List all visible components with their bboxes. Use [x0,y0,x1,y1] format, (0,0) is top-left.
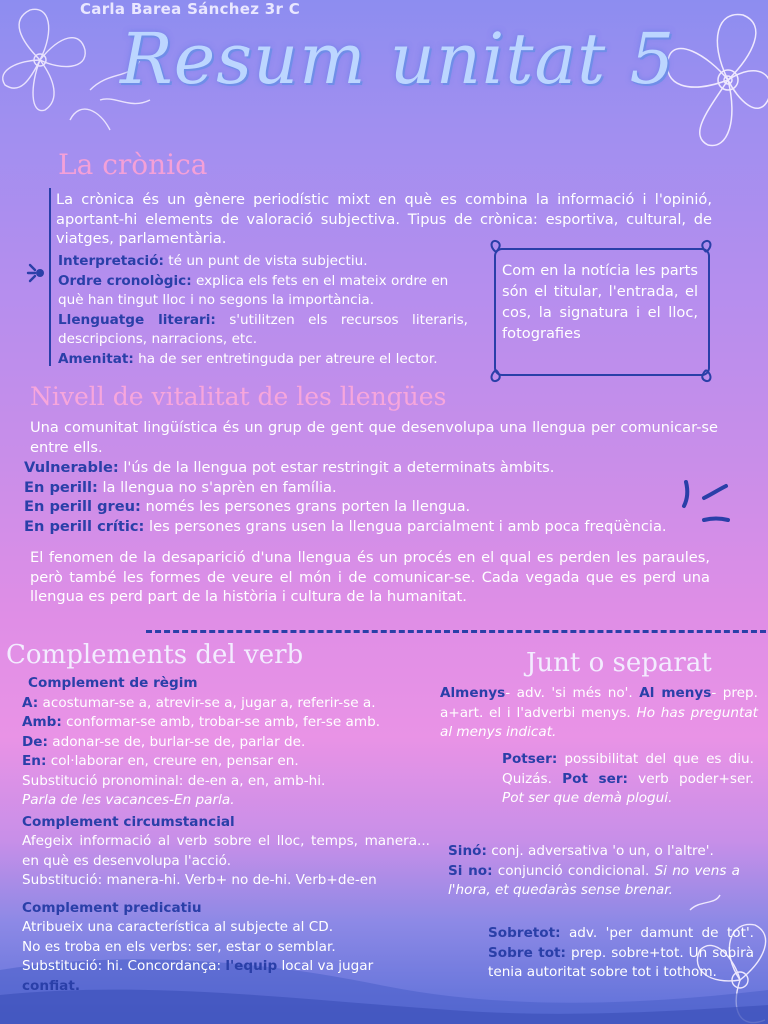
list-item [22,713,430,733]
definition: adv. 'per damunt de tot'. [560,925,754,941]
page-title: Resum unitat 5 [120,18,676,100]
section-title-vitalitat: Nivell de vitalitat de les llengües [30,382,447,411]
term: En perill greu: [24,498,141,515]
definition: col·laborar en, creure en, pensar en. [46,753,299,769]
list-item [58,311,468,350]
pred-text-2: No es troba en els verbs: ser, estar o semblar. [22,938,336,955]
definition: s'utilitzen els recursos literaris, descripcions, narracions, etc. [58,311,468,347]
definition: acostumar-se a, atrevir-se a, jugar a, referir-se a. [38,694,376,711]
term: Llenguatge literari: [58,311,216,328]
dashed-divider [146,630,766,633]
list-item [58,252,468,272]
pred-bold-equip: l'equip [225,958,278,974]
section-title-junt: Junt o separat [526,648,712,678]
term: Amb: [22,714,62,730]
junt-potser [502,750,754,809]
circ-text: Afegeix informació al verb sobre el lloc, temps, manera... en què es desenvolupa l'acció. [22,833,430,869]
term: Al menys [639,685,712,701]
definition: l'ús de la llengua pot estar restringit a determinats àmbits. [118,459,555,476]
subheading-predicatiu: Complement predicatiu [22,899,202,916]
term: En perill: [24,478,98,496]
list-item [24,497,704,517]
example: Ho has preguntat al menys indicat. [440,704,758,740]
list-item [24,517,704,537]
definition: adonar-se de, burlar-se de, parlar de. [47,733,306,750]
term: Almenys [440,685,506,701]
term: Interpretació: [58,253,164,269]
list-item [58,272,468,311]
term: Potser: [502,751,558,767]
term: Pot ser: [562,770,628,787]
term: En: [22,753,47,769]
pred-text-3 [22,957,430,977]
definition: verb poder+ser. [627,770,754,787]
sparkle-icon [26,262,52,284]
pred-text-3c: local va jugar [277,958,374,974]
cronica-list [58,252,468,369]
vitalitat-outro: El fenomen de la desaparició d'una llengua és un procés en el qual es perden les paraules, però també les formes de veure el món i de comunicar-se. Cada vegada que es perd una llengua es perd part de la història i cultura de la humanitat. [30,549,710,605]
list-item [22,694,430,714]
pred-text-3a: Substitució: hi. Concordança: [22,958,226,974]
info-box-text: Com en la notícia les parts són el titular, l'entrada, el cos, la signatura i el lloc, fotografies [502,262,698,342]
definition: només les persones grans porten la llengua. [140,498,471,515]
term: En perill crític: [24,517,145,535]
example: Si no vens a l'hora, et quedaràs sense brenar. [448,862,740,898]
term: De: [22,733,48,750]
example: Pot ser que demà plogui. [502,790,673,806]
term: Si no: [448,862,493,879]
list-item [22,752,430,772]
term: Ordre cronològic: [58,272,192,289]
definition: la llengua no s'aprèn en família. [97,478,337,496]
vitalitat-intro: Una comunitat lingüística és un grup de gent que desenvolupa una llengua per comunicar-se entre ells. [30,419,718,456]
list-item [24,458,704,478]
definition: - adv. 'si més no'. [505,685,640,701]
term: Vulnerable: [24,459,119,476]
section-title-cronica: La crònica [58,148,208,181]
definition: possibilitat del que es diu. Quizás. [502,751,754,787]
author-name: Carla Barea Sánchez 3r C [80,0,301,18]
term: A: [22,694,39,711]
definition: les persones grans usen la llengua parcialment i amb poca freqüència. [144,517,667,535]
list-item [22,733,430,753]
list-item [58,350,468,370]
vitalitat-list [24,458,704,536]
subheading-regim: Complement de règim [28,675,198,691]
junt-sino [448,842,740,901]
junt-almenys [440,684,758,743]
accent-strokes-icon [674,476,734,540]
subheading-circumstancial: Complement circumstancial [22,813,235,830]
junt-sobretot [488,924,754,983]
term: Sinó: [448,843,487,859]
circ-substitution: Substitució: manera-hi. Verb+ no de-hi. Verb+de-en [22,872,377,888]
example-text: Parla de les vacances-En parla. [22,792,235,808]
definition: explica els fets en el mateix ordre en què han tingut lloc i no segons la importància. [58,272,449,308]
term: Sobretot: [488,925,561,941]
section-title-complements: Complements del verb [6,640,304,670]
term: Sobre tot: [488,944,566,961]
complements-column [22,674,430,996]
definition: - prep. a+art. el i l'adverbi menys. [440,685,758,721]
term: Amenitat: [58,350,134,367]
definition: té un punt de vista subjectiu. [163,253,368,269]
definition: prep. sobre+tot. Un sobirà tenia autoritat sobre tot i tothom. [488,944,754,980]
substitution-text: Substitució pronominal: de-en a, en, amb-hi. [22,772,326,789]
pred-text-1: Atribueix una característica al subjecte al CD. [22,919,334,935]
si-no-line [448,862,740,901]
pred-bold-confiat: confiat. [22,977,80,994]
sino-line [448,842,740,862]
cronica-intro: La crònica és un gènere periodístic mixt en què es combina la informació i l'opinió, aportant-hi elements de valoració subjectiva. Tipus de crònica: esportiva, cultural, de viatges, parlamentària. [56,191,712,247]
definition: conjunció condicional. [492,862,655,879]
definition: ha de ser entretinguda per atreure el lector. [133,350,438,367]
definition: conformar-se amb, trobar-se amb, fer-se amb. [61,714,381,730]
list-item [24,478,704,498]
definition: conj. adversativa 'o un, o l'altre'. [486,843,714,859]
